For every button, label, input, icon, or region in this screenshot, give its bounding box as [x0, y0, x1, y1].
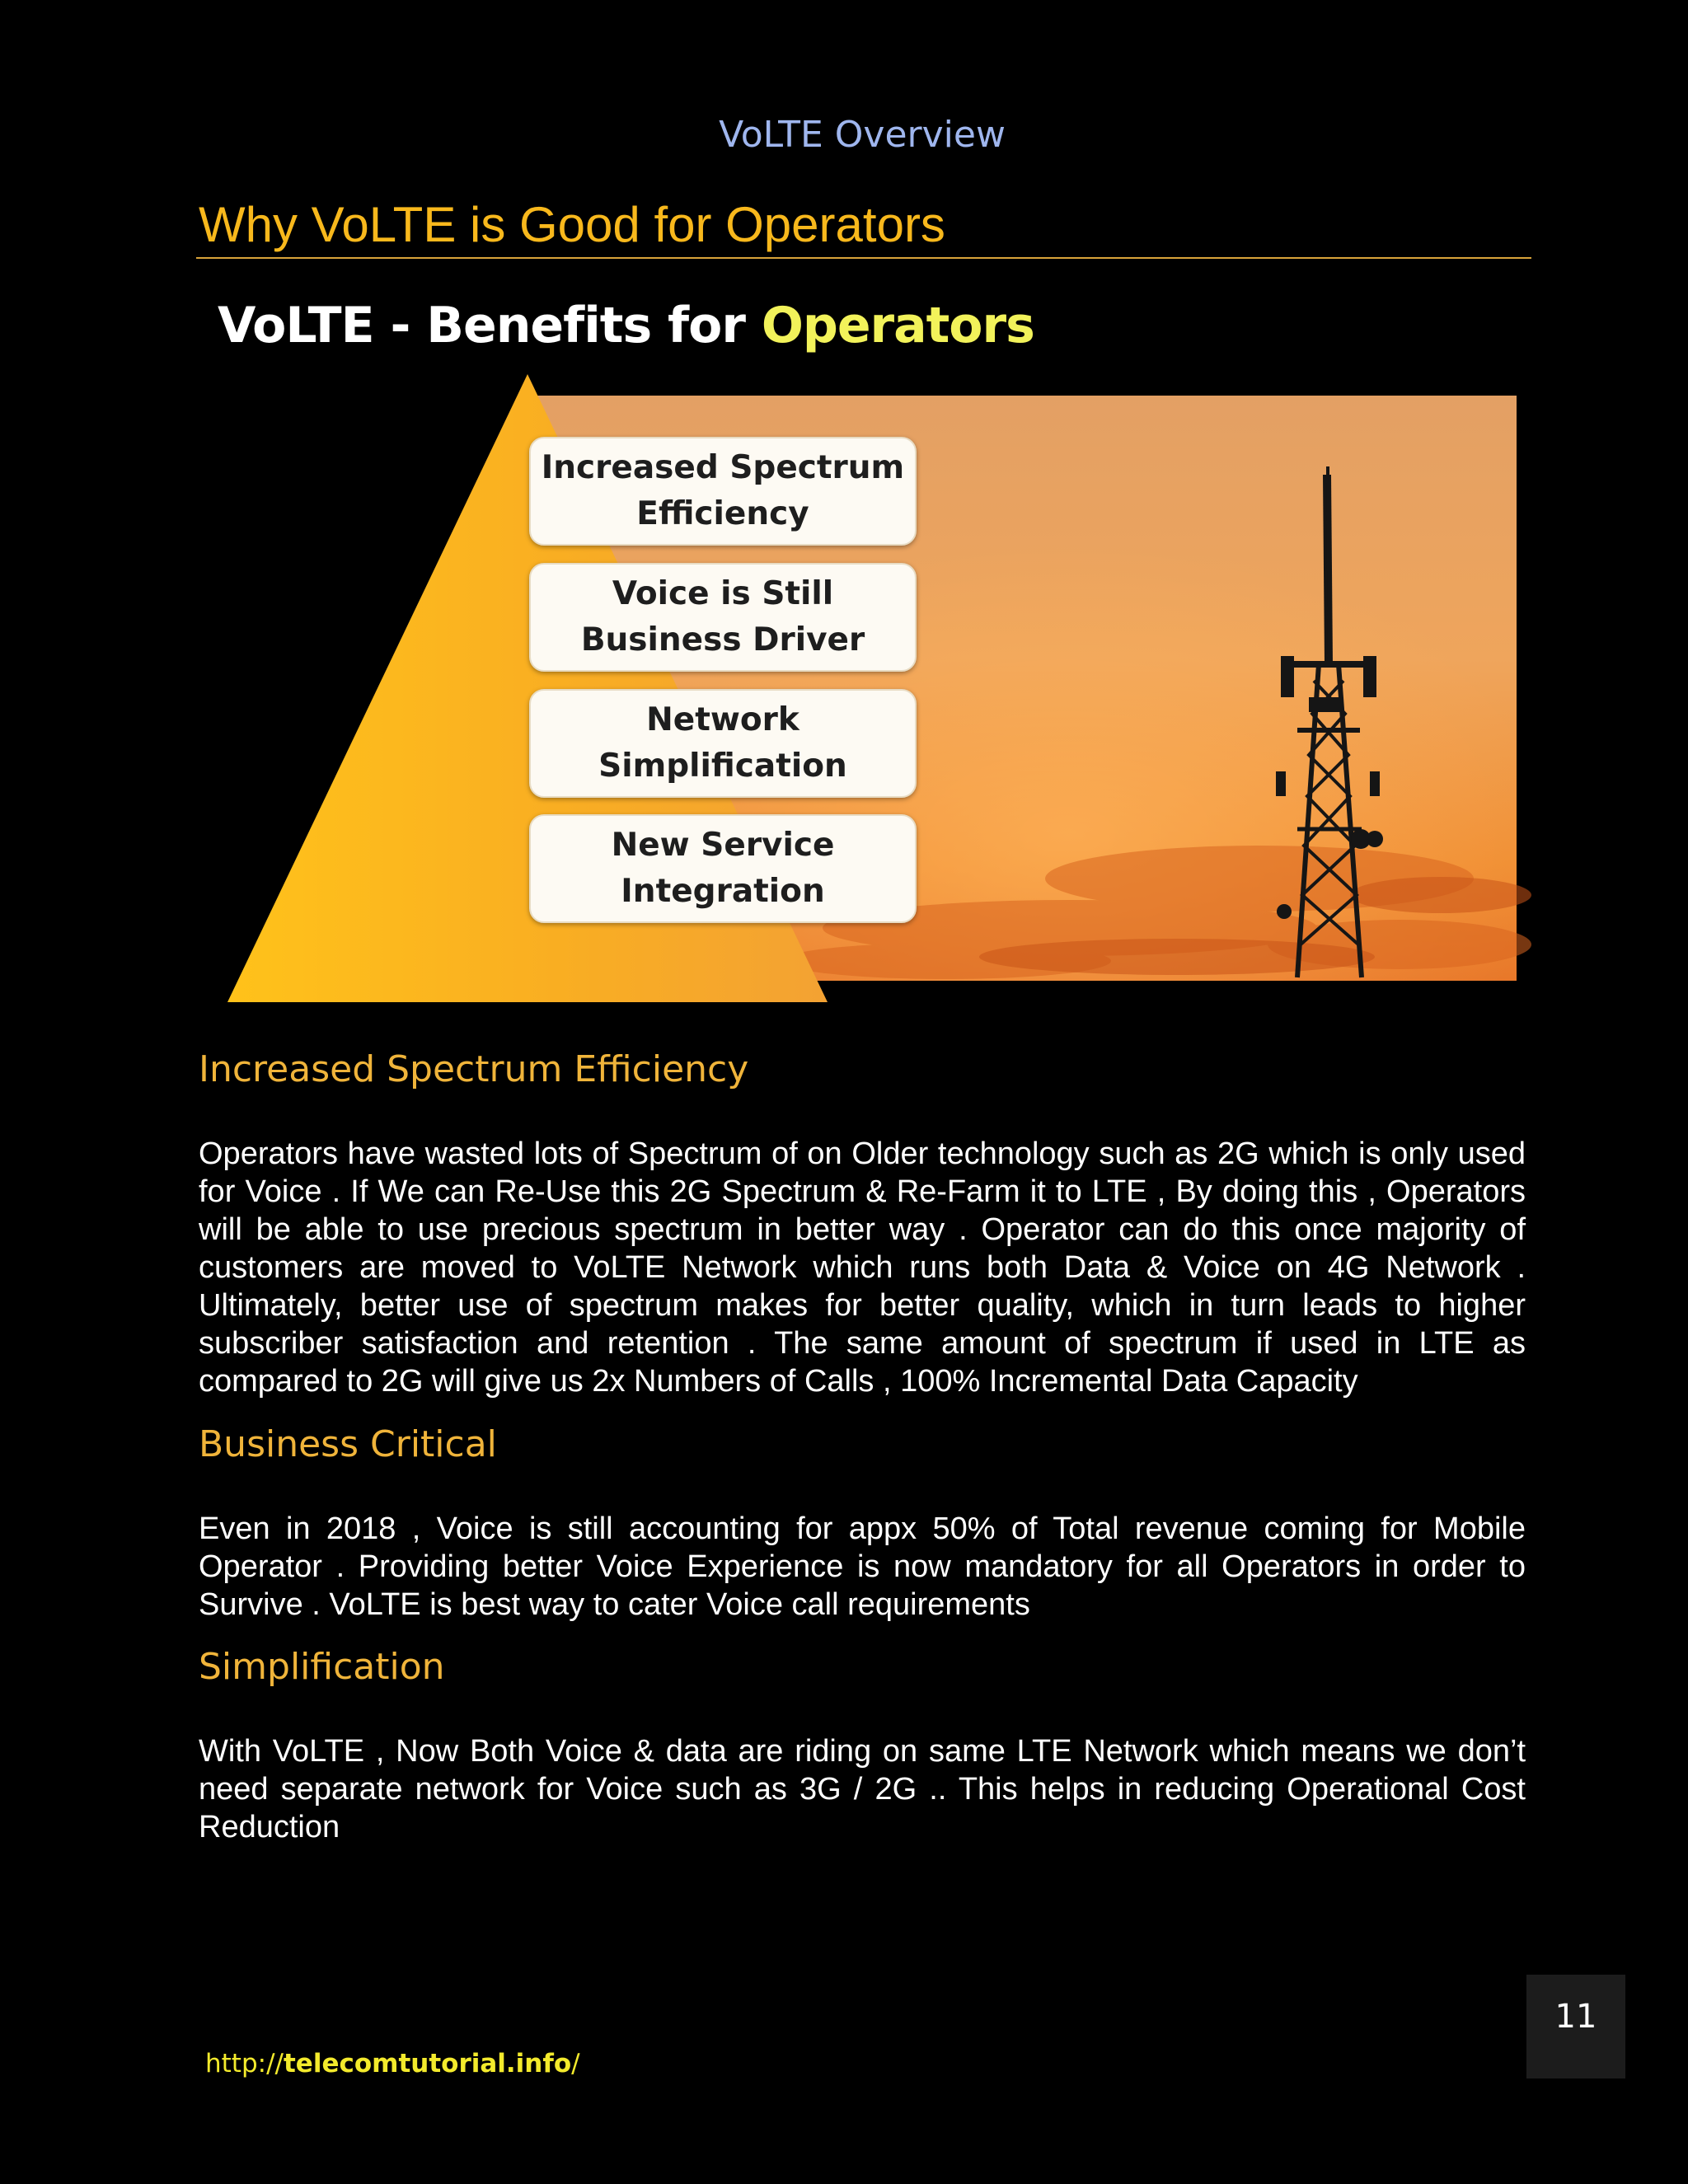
section-body-spectrum: Operators have wasted lots of Spectrum of on Older technology such as 2G which is only used for Voice . If We can Re-Use this 2G Spectrum & Re-Farm it to LTE , By doing this , Operators will be able to use precious spectrum in better way . Operator can do this once majority of customers are moved to VoLTE Network which runs both Data & Voice on 4G Network . Ultimately, better use of spectrum makes for better quality, which in turn leads to higher subscriber satisfaction and retention . The same amount of spectrum if used in LTE as compared to 2G will give us 2x Numbers of Calls , 100% Incremental Data Capacity — [199, 1137, 1526, 1399]
section-body-business: Even in 2018 , Voice is still accounting for appx 50% of Total revenue coming for Mobile Operator . Providing better Voice Experience is now mandatory for all Operators in order to Survive . VoLTE is best way to cater Voice call requirements — [199, 1511, 1526, 1622]
page-title: Why VoLTE is Good for Operators — [199, 197, 945, 252]
section-body-simplification: With VoLTE , Now Both Voice & data are riding on same LTE Network which means we don’t need separate network for Voice such as 3G / 2G .. This helps in reducing Operational Cost Reduction — [199, 1734, 1526, 1844]
benefit-box-voice: Voice is Still Business Driver — [529, 563, 917, 672]
title-divider — [196, 257, 1531, 259]
footer-url-suffix: / — [571, 2049, 580, 2079]
section-heading-spectrum: Increased Spectrum Efficiency — [199, 1048, 749, 1090]
page-number: 11 — [1526, 1975, 1625, 2079]
section-heading-business: Business Critical — [199, 1423, 497, 1465]
footer-url-prefix: http:// — [205, 2049, 284, 2079]
section-heading-simplification: Simplification — [199, 1646, 445, 1688]
figure-title-prefix: VoLTE - Benefits for — [218, 297, 762, 354]
footer-link[interactable] — [205, 2049, 580, 2079]
benefit-box-network: Network Simplification — [529, 689, 917, 798]
benefit-box-spectrum: Increased Spectrum Efficiency — [529, 437, 917, 546]
footer-url-domain: telecomtutorial.info — [283, 2049, 572, 2079]
benefit-box-service: New Service Integration — [529, 814, 917, 923]
running-header: VoLTE Overview — [719, 114, 1006, 156]
figure-title-highlight: Operators — [761, 297, 1034, 354]
figure-title — [218, 297, 1034, 354]
benefits-figure — [204, 269, 1533, 1009]
